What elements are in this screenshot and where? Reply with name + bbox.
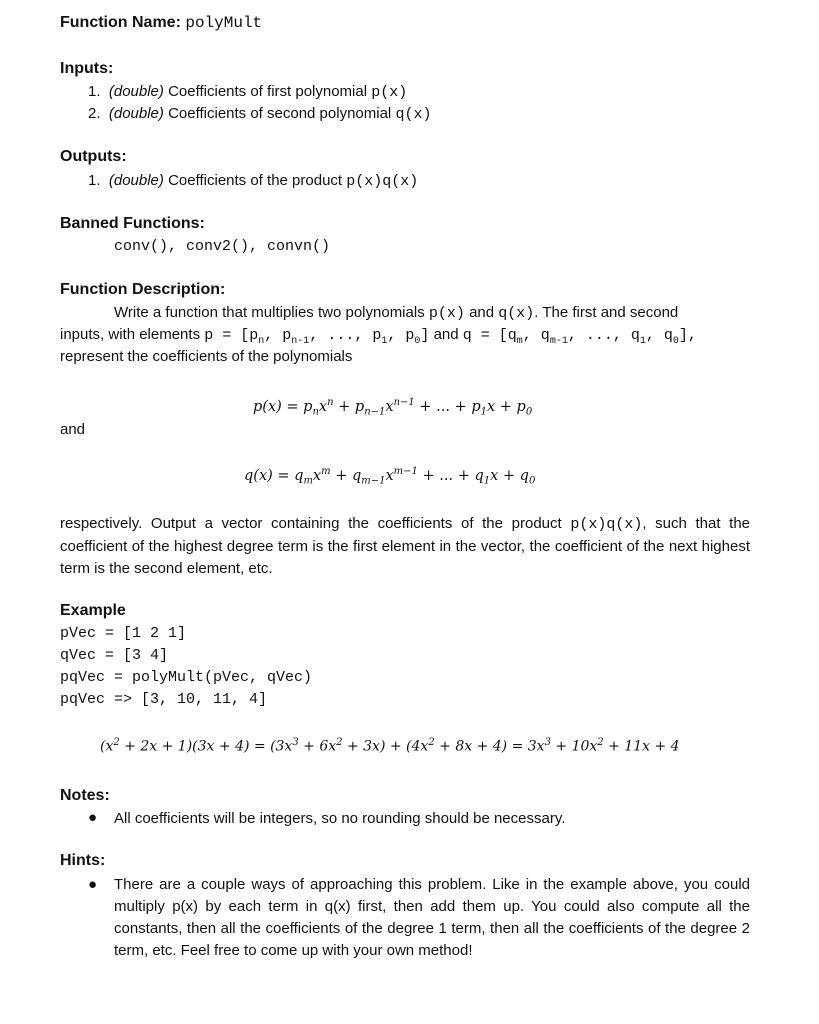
function-name-label: Function Name: <box>60 14 181 31</box>
banned-list: conv(), conv2(), convn() <box>114 238 331 255</box>
input-item-1: 1. (double) Coefficients of first polynomial p(x) <box>88 83 408 101</box>
description-line-3: represent the coefficients of the polynomials <box>60 348 353 365</box>
description-heading: Function Description: <box>60 281 226 298</box>
example-expansion: $(x^2 + 2x + 1)(3x + 4) = (3x^3 + 6x^2 + 3x) + (4x^2 + 8x + 4) = 3x^3 + 10x^2 + 11x + 4$ <box>100 737 680 755</box>
example-line-3: pqVec = polyMult(pVec, qVec) <box>60 669 313 686</box>
example-line-1: pVec = [1 2 1] <box>60 625 187 642</box>
description-closing: respectively. Output a vector containing the coefficients of the product p(x)q(x), such that the coefficient of the highest degree term is the first element in the vector, the coefficient of the next highest term is the second element, etc. <box>60 515 751 577</box>
hint-bullet-icon: ● <box>88 876 98 893</box>
outputs-heading: Outputs: <box>60 148 127 165</box>
formula-p: $p(x) = p_nx^n + p_{n-1}x^{n-1}$ + ... + $p_1x + p_0$ <box>253 397 533 418</box>
hint-item-1: There are a couple ways of approaching this problem. Like in the example above, you could multiply p(x) by each term in q(x) first, then add them up. You could also compute all the constants, then all the coefficients of the degree 1 term, then all the coefficients of the degree 2 term, etc. Feel free to come up with your own method! <box>114 876 750 959</box>
note-item-1: All coefficients will be integers, so no rounding should be necessary. <box>114 810 566 827</box>
banned-heading: Banned Functions: <box>60 215 205 232</box>
note-bullet-icon: ● <box>88 809 98 826</box>
example-line-2: qVec = [3 4] <box>60 647 169 664</box>
input-item-2: 2. (double) Coefficients of second polynomial q(x) <box>88 105 432 123</box>
description-line-2: inputs, with elements $p = [p_n$, $p_{n-1}$, ..., $p_1$, $p_0$] and $q = [q_m$, $q_{m-1}$, ..., $q_1$, $q_0$], <box>60 326 697 347</box>
example-heading: Example <box>60 602 126 619</box>
function-name-line <box>60 14 262 32</box>
inputs-heading: Inputs: <box>60 60 114 77</box>
hints-heading: Hints: <box>60 852 106 869</box>
formula-q: $q(x) = q_mx^m + q_{m-1}x^{m-1}$ + ... + $q_1x + q_0$ <box>244 466 536 487</box>
function-name-value: polyMult <box>185 14 263 32</box>
output-item-1: 1. (double) Coefficients of the product p(x)q(x) <box>88 172 419 190</box>
and-text: and <box>60 421 86 438</box>
description-line-1: Write a function that multiplies two polynomials p(x) and q(x). The first and second <box>114 304 679 322</box>
example-line-4: pqVec => [3, 10, 11, 4] <box>60 691 268 708</box>
notes-heading: Notes: <box>60 787 110 804</box>
